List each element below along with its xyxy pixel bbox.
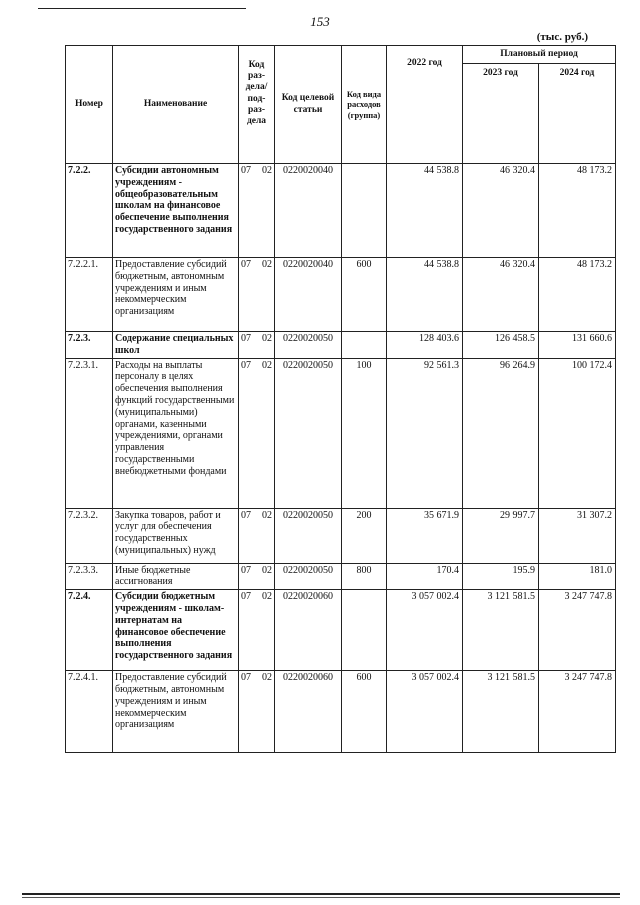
- row-2023: 195.9: [463, 563, 539, 590]
- bottom-rule: [22, 893, 620, 895]
- row-name: Субсидии автономным учреждениям - общеобразовательным школам на финансовое обеспечение выполнения государственного задания: [113, 164, 239, 258]
- row-subsection-code: 02: [262, 509, 272, 521]
- row-2024: 3 247 747.8: [539, 590, 616, 671]
- row-2024: 48 173.2: [539, 164, 616, 258]
- row-number: 7.2.3.1.: [66, 358, 113, 508]
- row-2022: 128 403.6: [387, 332, 463, 359]
- top-rule: [38, 8, 246, 9]
- header-target: Код целевой статьи: [275, 46, 342, 164]
- row-2023: 46 320.4: [463, 258, 539, 332]
- row-section-code: 07: [241, 564, 251, 576]
- row-name: Субсидии бюджетным учреждениям - школам-интернатам на финансовое обеспечение выполнения государственного задания: [113, 590, 239, 671]
- row-2023: 3 121 581.5: [463, 590, 539, 671]
- row-2023: 29 997.7: [463, 508, 539, 563]
- row-2024: 31 307.2: [539, 508, 616, 563]
- page-number: 153: [310, 14, 330, 29]
- row-2022: 92 561.3: [387, 358, 463, 508]
- row-2023: 126 458.5: [463, 332, 539, 359]
- row-section-code: 07: [241, 333, 251, 344]
- row-subsection-code: 02: [262, 591, 272, 603]
- row-section-code: 07: [241, 259, 251, 270]
- budget-table: [65, 45, 616, 753]
- table-row: [66, 671, 616, 753]
- row-subsection-code: 02: [262, 672, 272, 684]
- row-expense-type: 800: [342, 563, 387, 590]
- row-section: [239, 563, 275, 590]
- header-expense: Код вида расходов (группа): [342, 46, 387, 164]
- row-expense-type: 100: [342, 358, 387, 508]
- row-name: Предоставление субсидий бюджетным, автономным учреждениям и иным некоммерческим организациям: [113, 671, 239, 753]
- row-expense-type: [342, 164, 387, 258]
- row-section: [239, 332, 275, 359]
- header-section: Код раз-дела/ под-раз-дела: [239, 46, 275, 164]
- row-expense-type: 600: [342, 671, 387, 753]
- row-2022: 44 538.8: [387, 258, 463, 332]
- header-number: Номер: [66, 46, 113, 164]
- row-section: [239, 358, 275, 508]
- row-expense-type: [342, 590, 387, 671]
- row-2024: 181.0: [539, 563, 616, 590]
- row-2023: 46 320.4: [463, 164, 539, 258]
- table-row: [66, 590, 616, 671]
- row-number: 7.2.4.: [66, 590, 113, 671]
- units-label: (тыс. руб.): [536, 31, 588, 43]
- row-subsection-code: 02: [262, 564, 272, 576]
- row-subsection-code: 02: [262, 333, 272, 344]
- row-2022: 170.4: [387, 563, 463, 590]
- row-target: 0220020050: [275, 332, 342, 359]
- row-target: 0220020060: [275, 671, 342, 753]
- row-number: 7.2.3.3.: [66, 563, 113, 590]
- row-section-code: 07: [241, 672, 251, 684]
- row-name: Содержание специальных школ: [113, 332, 239, 359]
- row-section: [239, 164, 275, 258]
- row-target: 0220020050: [275, 563, 342, 590]
- row-section-code: 07: [241, 359, 251, 371]
- header-2023: 2023 год: [463, 64, 539, 164]
- row-2024: 3 247 747.8: [539, 671, 616, 753]
- table-row: [66, 508, 616, 563]
- row-target: 0220020050: [275, 358, 342, 508]
- row-subsection-code: 02: [262, 359, 272, 371]
- row-number: 7.2.4.1.: [66, 671, 113, 753]
- row-name: Иные бюджетные ассигнования: [113, 563, 239, 590]
- row-subsection-code: 02: [262, 165, 272, 176]
- row-expense-type: [342, 332, 387, 359]
- table-row: [66, 164, 616, 258]
- row-number: 7.2.2.1.: [66, 258, 113, 332]
- row-section-code: 07: [241, 165, 251, 176]
- row-target: 0220020050: [275, 508, 342, 563]
- header-plan-period: Плановый период: [463, 46, 616, 64]
- row-2022: 3 057 002.4: [387, 590, 463, 671]
- row-number: 7.2.3.2.: [66, 508, 113, 563]
- header-name: Наименование: [113, 46, 239, 164]
- row-name: Закупка товаров, работ и услуг для обеспечения государственных (муниципальных) нужд: [113, 508, 239, 563]
- row-section: [239, 258, 275, 332]
- row-number: 7.2.3.: [66, 332, 113, 359]
- row-2023: 3 121 581.5: [463, 671, 539, 753]
- row-expense-type: 200: [342, 508, 387, 563]
- row-section: [239, 508, 275, 563]
- row-target: 0220020040: [275, 164, 342, 258]
- row-section: [239, 671, 275, 753]
- bottom-rule-thin: [22, 897, 620, 898]
- row-2024: 100 172.4: [539, 358, 616, 508]
- row-section-code: 07: [241, 591, 251, 603]
- table-row: [66, 258, 616, 332]
- row-target: 0220020060: [275, 590, 342, 671]
- row-subsection-code: 02: [262, 259, 272, 270]
- row-name: Предоставление субсидий бюджетным, автономным учреждениям и иным некоммерческим организациям: [113, 258, 239, 332]
- row-expense-type: 600: [342, 258, 387, 332]
- row-2024: 131 660.6: [539, 332, 616, 359]
- row-name: Расходы на выплаты персоналу в целях обеспечения выполнения функций государственными (муниципальными) органами, казенными учреждениями, органами управления государственными внебюджетными фондами: [113, 358, 239, 508]
- header-2022: 2022 год: [387, 46, 463, 164]
- header-2024: 2024 год: [539, 64, 616, 164]
- row-number: 7.2.2.: [66, 164, 113, 258]
- row-2024: 48 173.2: [539, 258, 616, 332]
- row-2023: 96 264.9: [463, 358, 539, 508]
- row-section: [239, 590, 275, 671]
- row-2022: 44 538.8: [387, 164, 463, 258]
- table-row: [66, 563, 616, 590]
- table-row: [66, 332, 616, 359]
- row-2022: 3 057 002.4: [387, 671, 463, 753]
- row-2022: 35 671.9: [387, 508, 463, 563]
- row-section-code: 07: [241, 509, 251, 521]
- row-target: 0220020040: [275, 258, 342, 332]
- table-row: [66, 358, 616, 508]
